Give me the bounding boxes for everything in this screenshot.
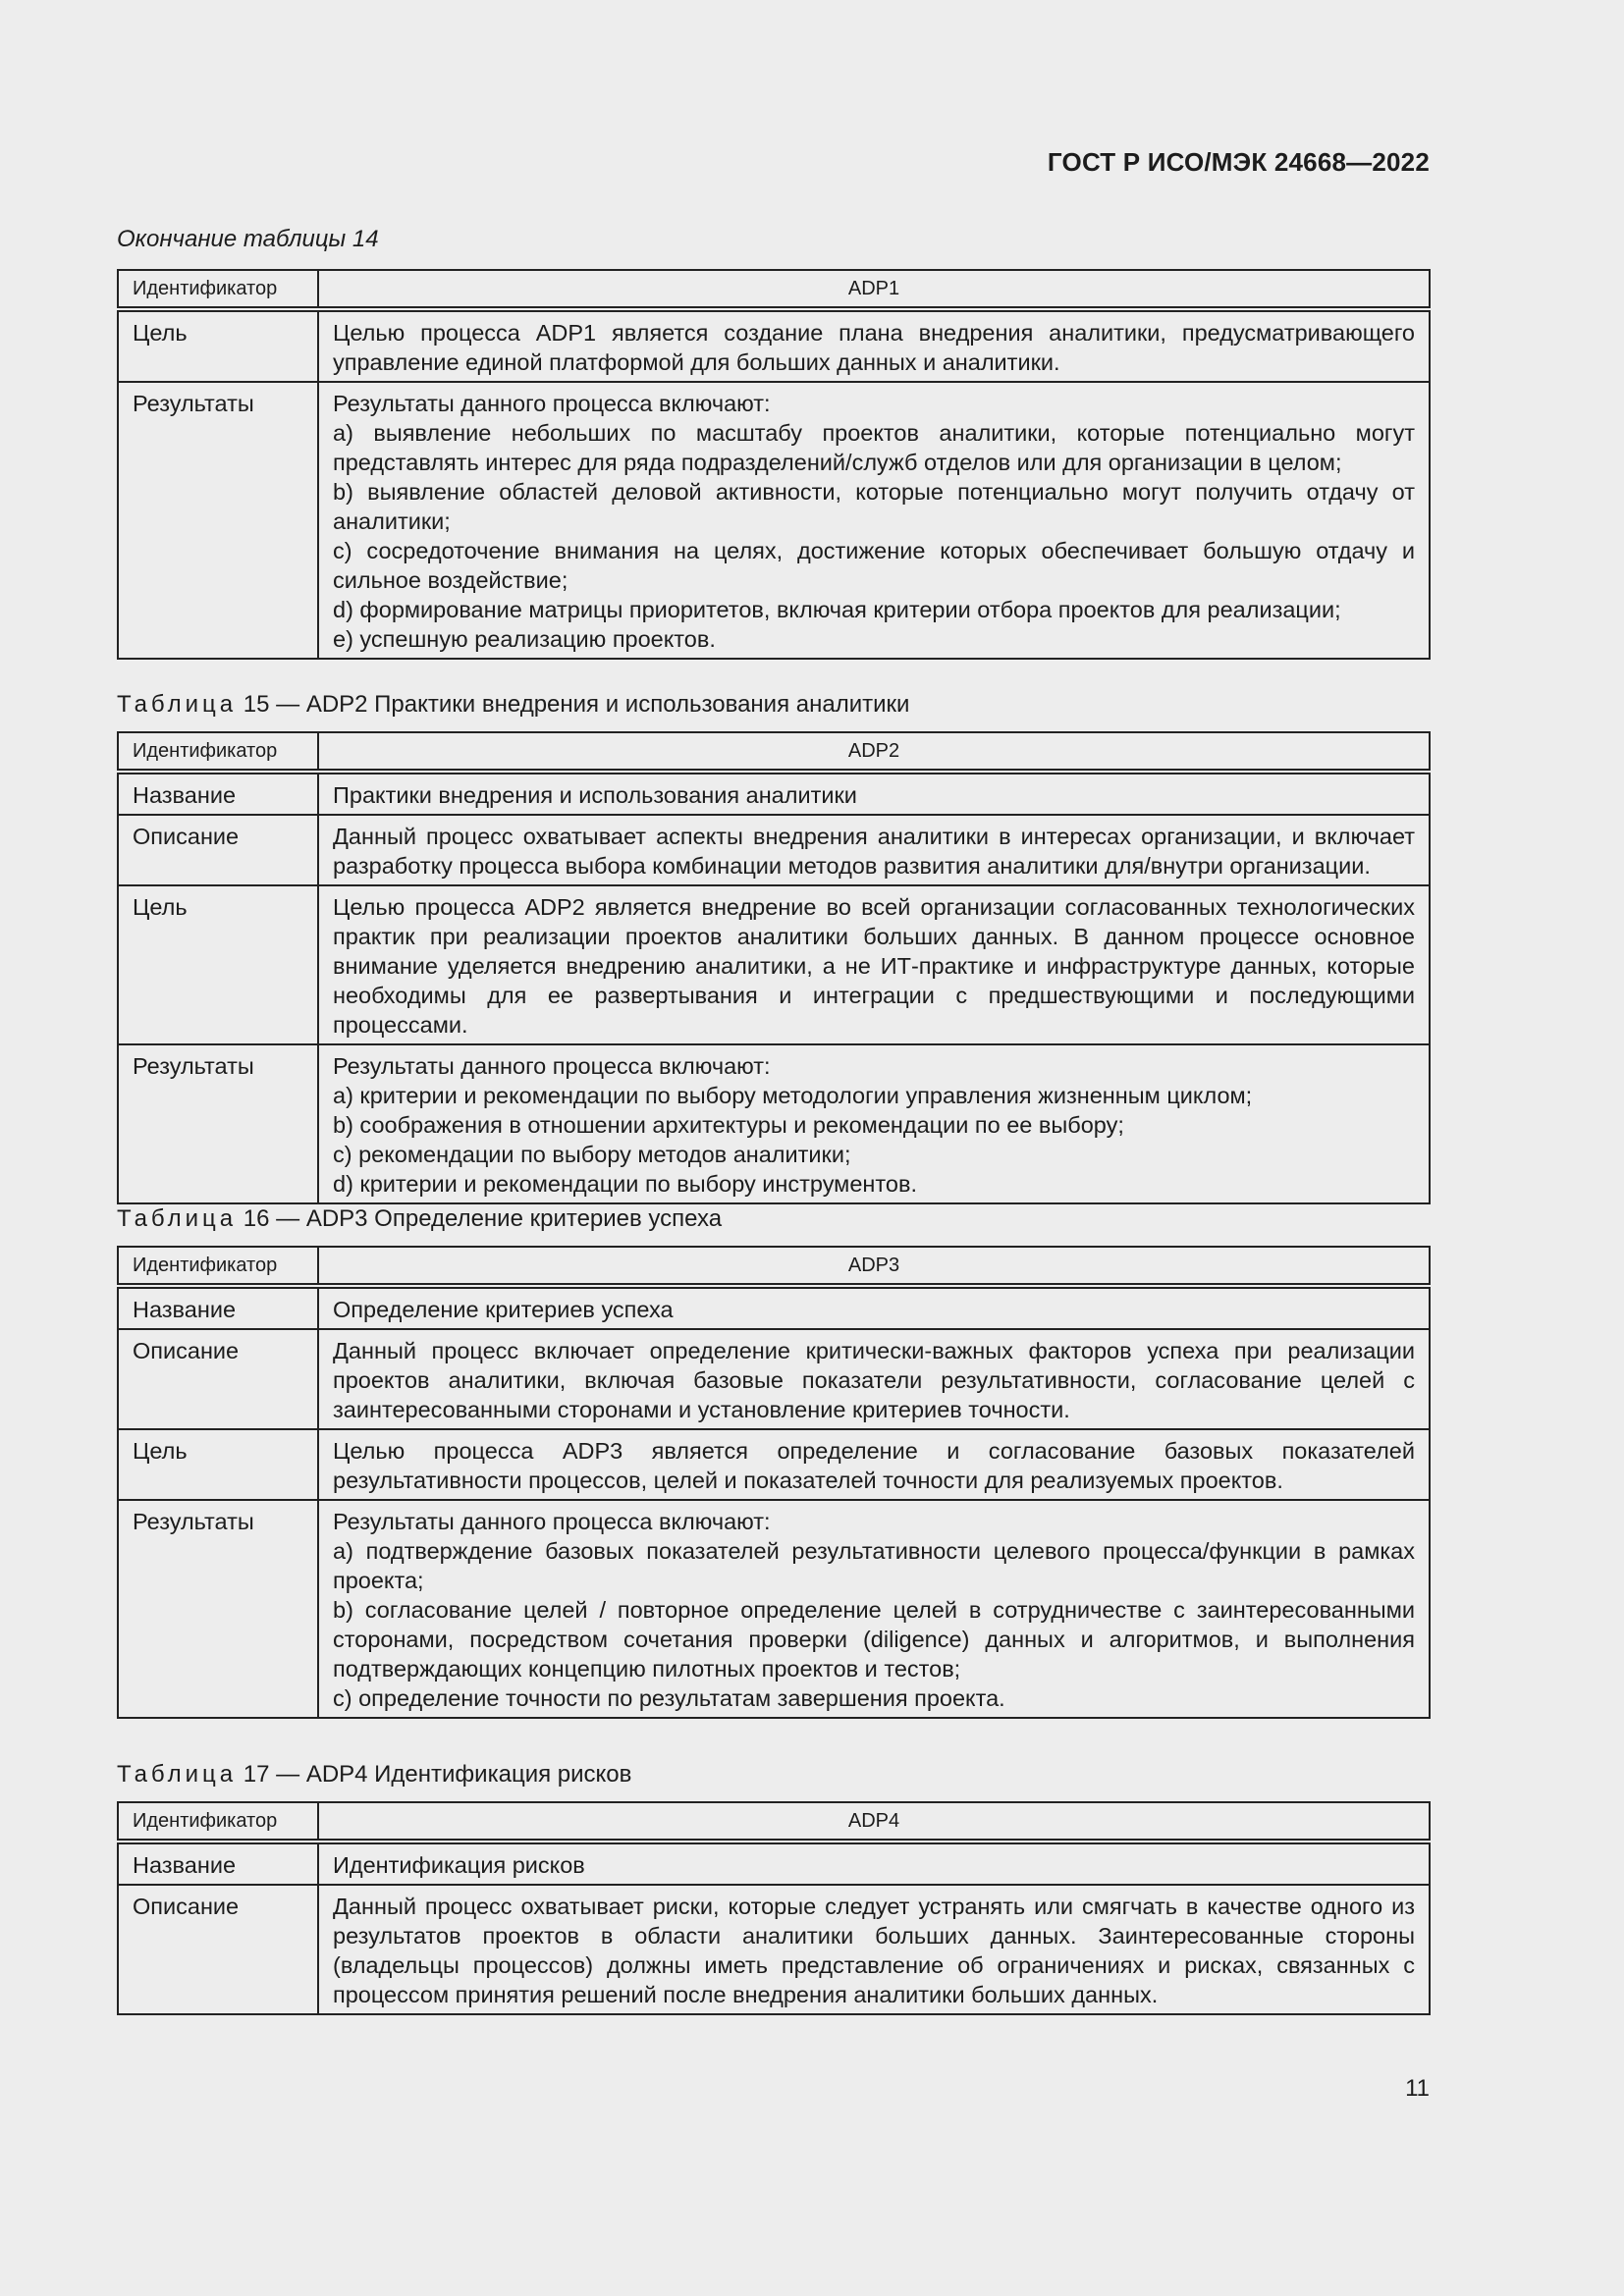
- table-row: [118, 885, 1430, 1044]
- table-caption-prefix: Таблица: [117, 1205, 238, 1232]
- table-15: [117, 731, 1431, 1204]
- table-caption-prefix: Таблица: [117, 691, 238, 718]
- name-text: Определение критериев успеха: [318, 1286, 1430, 1329]
- name-text: Практики внедрения и использования аналитики: [318, 772, 1430, 815]
- table-row: [118, 1429, 1430, 1500]
- results-line: d) формирование матрицы приоритетов, включая критерии отбора проектов для реализации;: [333, 597, 1341, 622]
- goal-text: Целью процесса ADP1 является создание плана внедрения аналитики, предусматривающего управление единой платформой для больших данных и аналитики.: [318, 309, 1430, 382]
- results-line: Результаты данного процесса включают:: [333, 391, 771, 416]
- table-row: [118, 1329, 1430, 1429]
- table-caption-title: 16 — ADP3 Определение критериев успеха: [243, 1205, 723, 1232]
- id-value: ADP1: [318, 270, 1430, 309]
- results-line: c) рекомендации по выбору методов аналитики;: [333, 1142, 851, 1167]
- table-15-caption: [117, 691, 909, 719]
- name-text: Идентификация рисков: [318, 1842, 1430, 1885]
- desc-label: Описание: [118, 815, 318, 885]
- table-row: [118, 815, 1430, 885]
- id-label: Идентификатор: [118, 1802, 318, 1842]
- id-label: Идентификатор: [118, 270, 318, 309]
- desc-label: Описание: [118, 1329, 318, 1429]
- table-row: [118, 1802, 1430, 1842]
- id-label: Идентификатор: [118, 732, 318, 772]
- desc-text: Данный процесс охватывает аспекты внедрения аналитики в интересах организации, и включает разработку процесса выбора комбинации методов развития аналитики для/внутри организации.: [318, 815, 1430, 885]
- results-line: c) сосредоточение внимания на целях, достижение которых обеспечивает большую отдачу и сильное воздействие;: [333, 538, 1415, 593]
- table-row: [118, 732, 1430, 772]
- goal-label: Цель: [118, 1429, 318, 1500]
- table-row: [118, 772, 1430, 815]
- results-label: Результаты: [118, 1044, 318, 1203]
- table-16: [117, 1246, 1431, 1719]
- name-label: Название: [118, 1286, 318, 1329]
- results-line: e) успешную реализацию проектов.: [333, 626, 716, 652]
- results-line: a) выявление небольших по масштабу проектов аналитики, которые потенциально могут представлять интерес для ряда подразделений/служб отделов или для организации в целом;: [333, 420, 1415, 475]
- table-row: [118, 1044, 1430, 1203]
- results-cell: [318, 1044, 1430, 1203]
- table-14-continuation-caption: Окончание таблицы 14: [117, 226, 379, 252]
- table-row: [118, 1842, 1430, 1885]
- id-value: ADP4: [318, 1802, 1430, 1842]
- results-line: b) выявление областей деловой активности, которые потенциально могут получить отдачу от аналитики;: [333, 479, 1415, 534]
- table-17-caption: [117, 1761, 631, 1789]
- table-row: [118, 382, 1430, 659]
- results-cell: [318, 1500, 1430, 1718]
- name-label: Название: [118, 1842, 318, 1885]
- desc-text: Данный процесс охватывает риски, которые следует устранять или смягчать в качестве одного из результатов проектов в области аналитики больших данных. Заинтересованные стороны (владельцы процессов) должны иметь представление об ограничениях и рисках, связанных с процессом принятия решений после внедрения аналитики больших данных.: [318, 1885, 1430, 2014]
- table-row: [118, 1885, 1430, 2014]
- page-number: 11: [1405, 2075, 1430, 2102]
- results-line: Результаты данного процесса включают:: [333, 1509, 771, 1534]
- table-row: [118, 309, 1430, 382]
- results-cell: [318, 382, 1430, 659]
- id-value: ADP3: [318, 1247, 1430, 1286]
- desc-text: Данный процесс включает определение критически-важных факторов успеха при реализации проектов аналитики, включая базовые показатели результативности, согласование целей с заинтересованными сторонами и установление критериев точности.: [318, 1329, 1430, 1429]
- results-label: Результаты: [118, 382, 318, 659]
- results-line: Результаты данного процесса включают:: [333, 1053, 771, 1079]
- table-row: [118, 1500, 1430, 1718]
- goal-text: Целью процесса ADP2 является внедрение во всей организации согласованных технологических практик при реализации проектов аналитики больших данных. В данном процессе основное внимание уделяется внедрению аналитики, а не ИТ-практике и инфраструктуре данных, которые необходимы для ее развертывания и интеграции с предшествующими и последующими процессами.: [318, 885, 1430, 1044]
- document-standard-code: ГОСТ Р ИСО/МЭК 24668—2022: [1047, 147, 1430, 177]
- goal-label: Цель: [118, 309, 318, 382]
- table-row: [118, 1247, 1430, 1286]
- name-label: Название: [118, 772, 318, 815]
- id-value: ADP2: [318, 732, 1430, 772]
- results-line: d) критерии и рекомендации по выбору инструментов.: [333, 1171, 917, 1197]
- goal-label: Цель: [118, 885, 318, 1044]
- table-caption-prefix: Таблица: [117, 1761, 238, 1788]
- table-row: [118, 270, 1430, 309]
- table-caption-title: 17 — ADP4 Идентификация рисков: [243, 1761, 632, 1788]
- results-line: a) подтверждение базовых показателей результативности целевого процесса/функции в рамках проекта;: [333, 1538, 1415, 1593]
- results-line: c) определение точности по результатам завершения проекта.: [333, 1685, 1005, 1711]
- id-label: Идентификатор: [118, 1247, 318, 1286]
- results-line: b) согласование целей / повторное определение целей в сотрудничестве с заинтересованными сторонами, посредством сочетания проверки (diligence) данных и алгоритмов, и выполнения подтверждающих концепцию пилотных проектов и тестов;: [333, 1597, 1415, 1682]
- table-row: [118, 1286, 1430, 1329]
- table-14: [117, 269, 1431, 660]
- table-17: [117, 1801, 1431, 2015]
- goal-text: Целью процесса ADP3 является определение и согласование базовых показателей результативности процессов, целей и показателей точности для реализуемых проектов.: [318, 1429, 1430, 1500]
- table-caption-title: 15 — ADP2 Практики внедрения и использования аналитики: [243, 691, 910, 718]
- table-16-caption: [117, 1205, 722, 1233]
- results-label: Результаты: [118, 1500, 318, 1718]
- results-line: a) критерии и рекомендации по выбору методологии управления жизненным циклом;: [333, 1083, 1253, 1108]
- desc-label: Описание: [118, 1885, 318, 2014]
- results-line: b) соображения в отношении архитектуры и рекомендации по ее выбору;: [333, 1112, 1124, 1138]
